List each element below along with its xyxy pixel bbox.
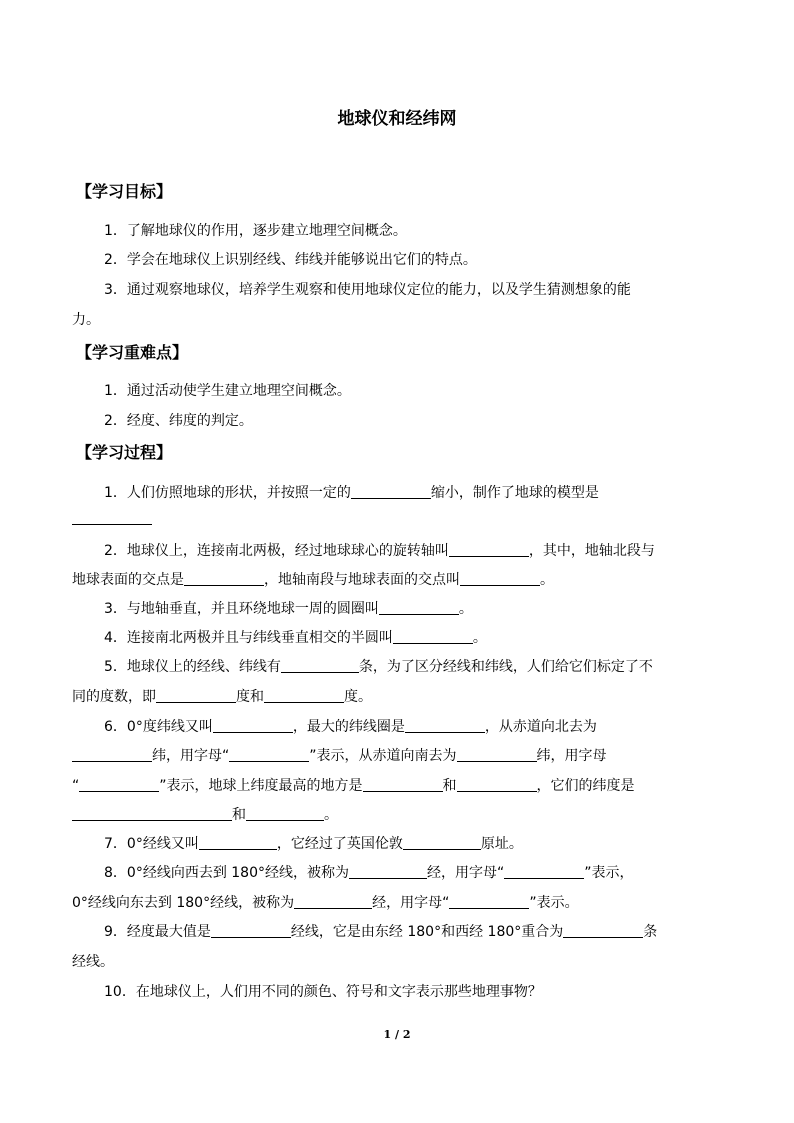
blank-field[interactable] — [403, 835, 481, 850]
blank-field[interactable] — [351, 484, 431, 499]
question-8-continued: 0°经线向东去到 180°经线，被称为 经，用字母“ ”表示。 — [72, 895, 579, 911]
goal-item-3: 3．通过观察地球仪，培养学生观察和使用地球仪定位的能力，以及学生猜测想象的能 — [104, 282, 631, 298]
blank-field[interactable] — [457, 777, 537, 792]
blank-field[interactable] — [294, 894, 372, 909]
question-1: 1．人们仿照地球的形状，并按照一定的 缩小，制作了地球的模型是 — [104, 485, 599, 501]
blank-field[interactable] — [79, 777, 159, 792]
question-9: 9．经度最大值是 经线，它是由东经 180°和西经 180°重合为 条 — [104, 924, 658, 940]
blank-field[interactable] — [460, 571, 540, 586]
blank-field[interactable] — [72, 747, 152, 762]
blank-field[interactable] — [393, 629, 473, 644]
blank-field[interactable] — [405, 718, 485, 733]
key-point-item-2: 2．经度、纬度的判定。 — [104, 413, 253, 429]
blank-field[interactable] — [72, 806, 232, 821]
blank-field[interactable] — [72, 510, 152, 525]
blank-field[interactable] — [449, 894, 529, 909]
question-1-continued — [72, 510, 720, 527]
blank-field[interactable] — [349, 864, 427, 879]
question-5: 5．地球仪上的经线、纬线有 条，为了区分经线和纬线，人们给它们标定了不 — [104, 659, 653, 675]
section-heading-key-points: 【学习重难点】 — [76, 343, 189, 362]
blank-field[interactable] — [184, 571, 264, 586]
blank-field[interactable] — [457, 747, 537, 762]
blank-field[interactable] — [379, 600, 459, 615]
question-6: 6．0°度纬线又叫 ，最大的纬线圈是 ，从赤道向北去为 — [104, 719, 597, 735]
section-heading-goals: 【学习目标】 — [76, 182, 173, 201]
page-title: 地球仪和经纬网 — [337, 109, 457, 129]
blank-field[interactable] — [281, 658, 359, 673]
blank-field[interactable] — [246, 806, 324, 821]
goal-item-3-continued: 力。 — [72, 312, 100, 328]
question-2-continued: 地球表面的交点是 ，地轴南段与地球表面的交点叫 。 — [72, 572, 554, 588]
question-10: 10．在地球仪上，人们用不同的颜色、符号和文字表示那些地理事物？ — [104, 984, 542, 1000]
question-8: 8．0°经线向西去到 180°经线，被称为 经，用字母“ ”表示， — [104, 865, 634, 881]
blank-field[interactable] — [449, 542, 529, 557]
blank-field[interactable] — [504, 864, 584, 879]
question-4: 4．连接南北两极并且与纬线垂直相交的半圆叫 。 — [104, 630, 487, 646]
blank-field[interactable] — [199, 835, 277, 850]
question-9-continued: 经线。 — [72, 954, 114, 970]
blank-field[interactable] — [229, 747, 309, 762]
question-2: 2．地球仪上，连接南北两极，经过地球球心的旋转轴叫 ，其中，地轴北段与 — [104, 543, 655, 559]
goal-item-1: 1．了解地球仪的作用，逐步建立地理空间概念。 — [104, 223, 407, 239]
question-6-line-2: 纬，用字母“ ”表示，从赤道向南去为 纬，用字母 — [72, 745, 720, 765]
page-number: 1 / 2 — [383, 1028, 411, 1041]
blank-field[interactable] — [213, 718, 293, 733]
question-7: 7．0°经线又叫 ，它经过了英国伦敦 原址。 — [104, 836, 523, 852]
blank-field[interactable] — [211, 923, 291, 938]
blank-field[interactable] — [563, 923, 643, 938]
key-point-item-1: 1．通过活动使学生建立地理空间概念。 — [104, 383, 351, 399]
blank-field[interactable] — [363, 777, 443, 792]
question-6-line-4: 和 。 — [72, 804, 720, 824]
blank-field[interactable] — [156, 688, 236, 703]
question-3: 3．与地轴垂直，并且环绕地球一周的圆圈叫 。 — [104, 601, 473, 617]
goal-item-2: 2．学会在地球仪上识别经线、纬线并能够说出它们的特点。 — [104, 252, 477, 268]
blank-field[interactable] — [264, 688, 344, 703]
section-heading-process: 【学习过程】 — [76, 443, 173, 462]
question-5-continued: 同的度数，即 度和 度。 — [72, 689, 372, 705]
question-6-line-3: “ ”表示，地球上纬度最高的地方是 和 ，它们的纬度是 — [72, 778, 635, 794]
